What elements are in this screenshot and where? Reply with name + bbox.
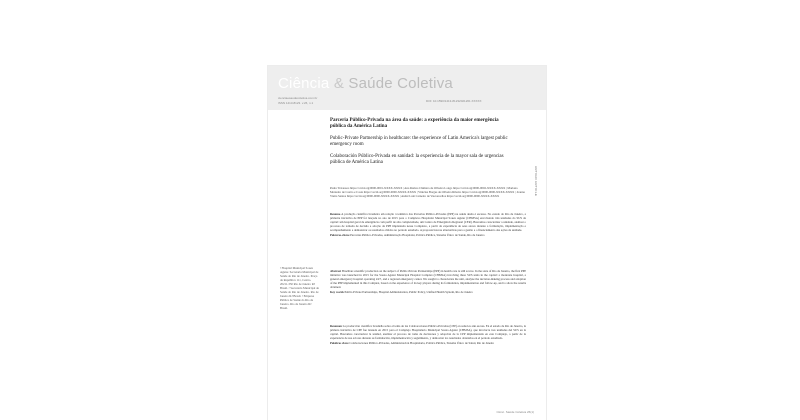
abstract-label: Resumen bbox=[330, 324, 342, 328]
keywords-label: Palabras clave bbox=[330, 341, 349, 345]
journal-title bbox=[278, 76, 453, 92]
abstract-text: Brazilian scientific production on the subject of Public-Private Partnerships (PPP) in health care is still scarce. In the state of Rio de Janeiro, the first PPP initiative was launched in 2015 for the Souza Aguiar Municipal Hospital Complex (CHMSA) involving three SUS units in the capital: a moderate hospital, a general emergency hospital operating 24/7, and a regional emergency center. We sought to characterize the unit, analyze the decision-making process and adoption of the PPP implemented in this Complex, based on the experience of its key players during its formulation, implementation and follow-up, and to show the results obtained. bbox=[330, 269, 527, 289]
abstract-english bbox=[330, 269, 526, 294]
article-page bbox=[268, 66, 546, 420]
abstract-spanish bbox=[330, 324, 526, 345]
title-english: Public-Private Partnership in healthcare: the experience of Latin America's largest public emergency room bbox=[330, 136, 508, 147]
journal-issn: ISSN 1413-8123. v.26, n.1 bbox=[278, 101, 314, 105]
keywords-text: Colaboraciones Público-Privadas, Administración Hospitalaria, Política Pública, Sistema Único de Salud, Río de Janeiro bbox=[349, 341, 495, 345]
affiliation-footnotes: ¹ Hospital Municipal Souza Aguiar. Secretaria Municipal de Saúde do Rio de Janeiro. Praça da República 111, Centro. 20211-350 Rio de Janeiro RJ Brasil. ² Secretaria Municipal de Saúde do Rio de Janeiro. Rio de Janeiro RJ Brasil. ³ Empresa Pública de Saúde do Rio de Janeiro. Rio de Janeiro RJ Brasil. bbox=[280, 266, 319, 310]
journal-title-part1: Ciência bbox=[278, 75, 330, 92]
keywords-text: Public-Private Partnerships, Hospital Administration, Public Policy, Unified Health System, Rio de Janeiro bbox=[344, 290, 473, 294]
abstract-text: La producción científica brasileña sobre el tema de las Colaboraciones Público-Privadas (CPP) en salud es aún escasa. En el estado de Río de Janeiro, la primera iniciativa de CPP fue lanzada en 2015 para el Complejo Hospitalario Municipal Souza Aguiar (CHMSA), que involucra tres unidades del SUS en la capital. Buscamos caracterizar la unidad, analizar el proceso de toma de decisiones y adopción de la CPP implementada en este Complejo, a partir de la experiencia de sus actores durante su formulación, implementación y seguimiento, y demostrar los resultados obtenidos en el período estudiado. bbox=[330, 324, 527, 340]
keywords-text: Parcerias Público-Privadas, Administração Hospitalar, Política Pública, Sistema Único de Saúde, Rio de Janeiro bbox=[350, 233, 485, 237]
abstract-portuguese bbox=[330, 212, 526, 237]
abstract-label: Abstract bbox=[330, 269, 342, 273]
title-portuguese: Parceria Público-Privada na área da saúde: a experiência da maior emergência pública da América Latina bbox=[330, 118, 499, 129]
keywords-row bbox=[330, 233, 526, 237]
journal-doi: DOI: 10.1590/1413-81232021261.XXXXX bbox=[426, 99, 482, 103]
keywords-row bbox=[330, 341, 526, 345]
journal-banner bbox=[268, 66, 546, 110]
journal-title-part2: Saúde Coletiva bbox=[348, 75, 453, 92]
abstract-label: Resumo bbox=[330, 212, 341, 216]
keywords-label: Palavras-chave bbox=[330, 233, 350, 237]
keywords-label: Key words bbox=[330, 290, 344, 294]
abstract-text: A produção científica brasileira em relação à temática das Parcerias Público-Privadas (PPP) na saúde ainda é escassa. No estado do Rio de Janeiro, a primeira iniciativa de PPP foi lançada no ano de 2015 para o Complexo Hospitalar Municipal Souza Aguiar (CHMSA) envolvendo três unidades do SUS da capital: um hospital geral de emergência com perfil de alta complexidade, um Centro de Emergência Regional (CER). Buscamos caracterizar a unidade, analisar o processo de tomada de decisão e adoção da PPP implantada nesse Complexo, a partir da experiência de seus atores durante a formulação, implementação e acompanhamento e demonstrar os resultados obtidos no período estudado. A proposta buscou alternativas para a gestão e o financiamento das ações da unidade. bbox=[330, 212, 526, 232]
author-list: Paula Travassos https://orcid.org/0000-0001-XXXX-XXXX | Ana Ramos Chimara de Oliveira Longo https://orcid.org/0000-0002-XXXX-XXXX | Mariana Monteiro de Castro e Costa https://orcid.org/0000-0000-XXXX-XXXX | Vinicius Borges de Oliveira Ribeiro https://orcid.org/0000-0000-XXXX-XXXX | Joanna Vieira Santos https://orcid.org/0000-0000-XXXX-XXXX | André Luiz Carneiro de Vasconcellos https://orcid.org/0000-0000-XXXX-XXXX bbox=[330, 186, 525, 198]
page-footer: Ciênc. Saúde Coletiva 26(1) bbox=[496, 410, 534, 414]
title-spanish: Colaboración Público-Privada en sanidad: la experiencia de la mayor sala de urgencias pública de América Latina bbox=[330, 154, 504, 165]
journal-title-ampersand: & bbox=[333, 75, 345, 92]
title-block bbox=[330, 118, 514, 166]
journal-website: cienciaesaudecoletiva.com.br bbox=[278, 96, 318, 100]
article-type-tag: ARTIGO ARTICLE bbox=[534, 166, 538, 197]
keywords-row bbox=[330, 290, 526, 294]
